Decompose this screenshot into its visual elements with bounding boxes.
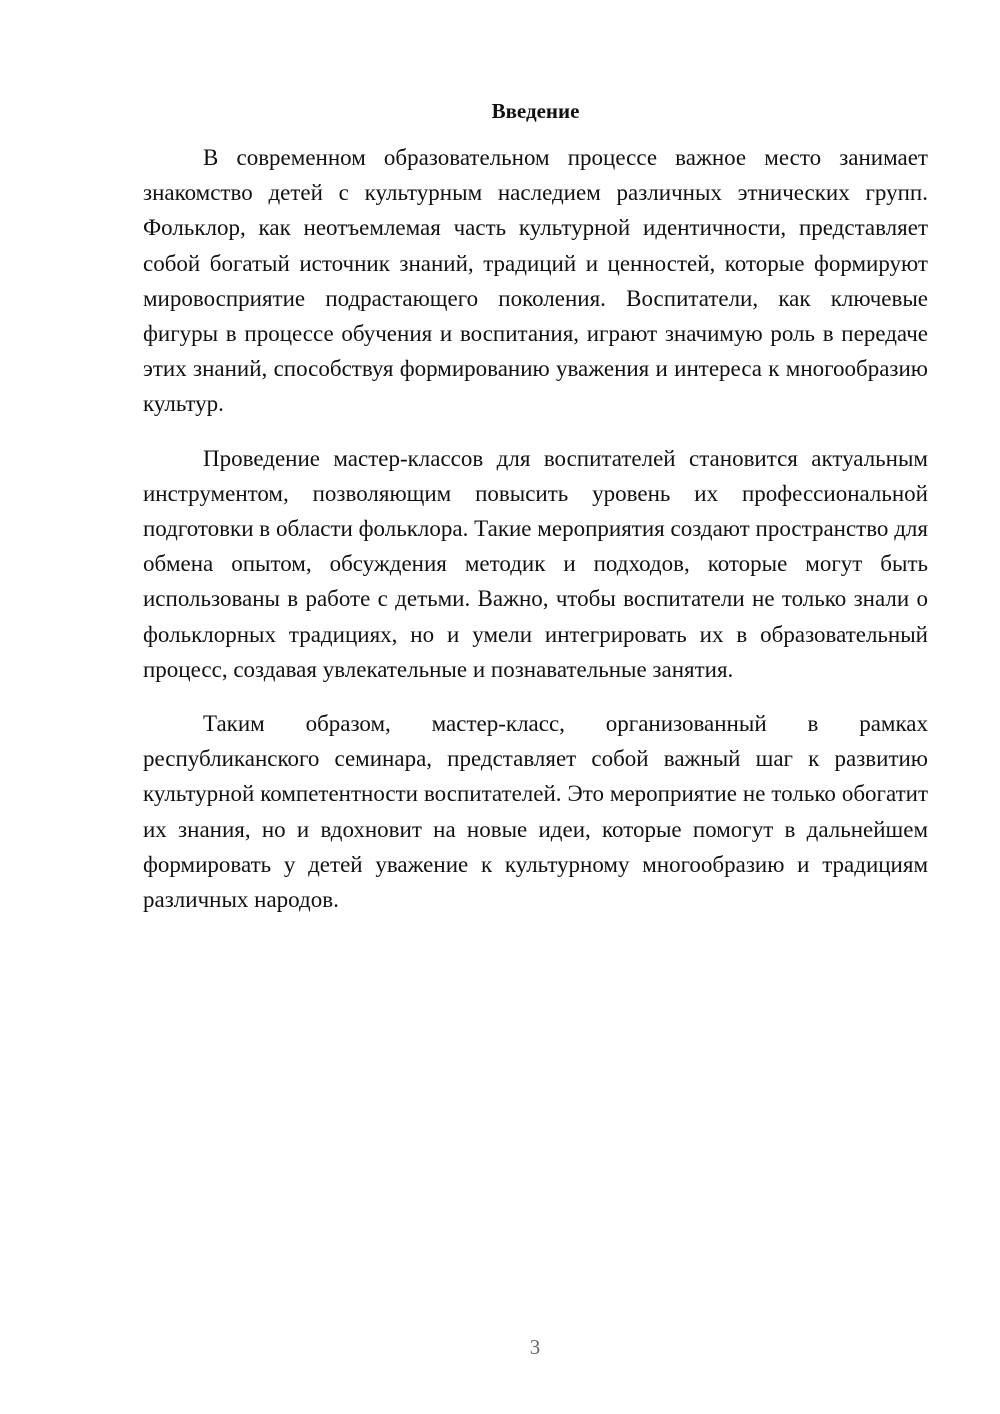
paragraph-2: Проведение мастер-классов для воспитателей становится актуальным инструментом, позволяющим повысить уровень их профессиональной подготовки в области фольклора. Такие мероприятия создают пространство для обмена опытом, обсуждения методик и подходов, которые могут быть использованы в работе с детьми. Важно, чтобы воспитатели не только знали о фольклорных традициях, но и умели интегрировать их в образовательный процесс, создавая увлекательные и познавательные занятия. [143,445,928,682]
paragraph-1: В современном образовательном процессе важное место занимает знакомство детей с культурным наследием различных этнических групп. Фольклор, как неотъемлемая часть культурной идентичности, представляет собой богатый источник знаний, традиций и ценностей, которые формируют мировосприятие подрастающего поколения. Воспитатели, как ключевые фигуры в процессе обучения и воспитания, играют значимую роль в передаче этих знаний, способствуя формированию уважения и интереса к многообразию культур. [143,145,928,417]
section-heading: Введение [491,99,580,123]
page-content [143,96,928,936]
paragraph-3: Таким образом, мастер-класс, организованный в рамках республиканского семинара, представляет собой важный шаг к развитию культурной компетентности воспитателей. Это мероприятие не только обогатит их знания, но и вдохновит на новые идеи, которые помогут в дальнейшем формировать у детей уважение к культурному многообразию и традициям различных народов. [143,711,928,913]
page-number: 3 [529,1335,541,1359]
